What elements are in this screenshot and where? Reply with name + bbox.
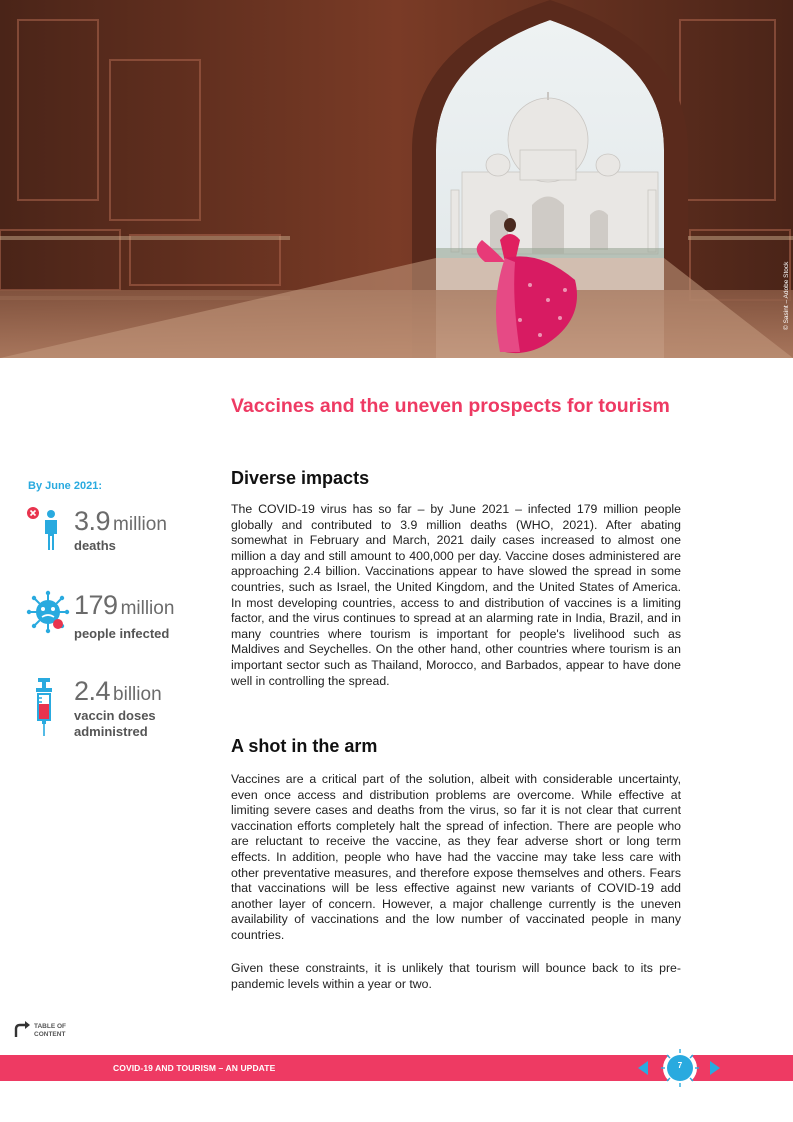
stat-infected-unit: million xyxy=(120,598,175,619)
toc-label-line2: CONTENT xyxy=(34,1031,66,1038)
stat-deaths-number: 3.9 xyxy=(74,506,111,536)
virus-icon xyxy=(26,590,72,636)
stat-infected-number: 179 xyxy=(74,590,118,620)
next-page-arrow-icon[interactable] xyxy=(709,1061,721,1075)
person-cross-icon xyxy=(26,506,66,552)
table-of-content-link[interactable] xyxy=(12,1021,82,1043)
photo-credit xyxy=(773,250,790,330)
paragraph-shot-in-arm-2: Given these constraints, it is unlikely that tourism will bounce back to its pre-pandemic levels within a year or two. xyxy=(231,961,681,991)
stat-infected xyxy=(26,590,211,645)
section-heading-shot-in-arm: A shot in the arm xyxy=(231,736,378,756)
stat-deaths xyxy=(26,506,211,556)
footer-title: COVID-19 AND TOURISM – AN UPDATE xyxy=(113,1063,276,1073)
previous-page-arrow-icon[interactable] xyxy=(637,1061,649,1075)
stat-vaccine-doses xyxy=(26,676,211,746)
section-heading-diverse-impacts: Diverse impacts xyxy=(231,468,370,488)
toc-label-line1: TABLE OF xyxy=(34,1023,67,1030)
syringe-icon xyxy=(26,676,66,738)
stat-infected-value xyxy=(74,590,174,621)
taj-mahal-arch-photo xyxy=(0,0,793,358)
hero-photo xyxy=(0,0,793,358)
photo-credit-text: © Sasint – Adobe Stock xyxy=(783,261,790,330)
stat-vaccine-number: 2.4 xyxy=(74,676,111,706)
return-arrow-icon xyxy=(12,1021,32,1039)
sidebar-date-label: By June 2021: xyxy=(28,480,102,492)
stat-deaths-value xyxy=(74,506,167,537)
stat-vaccine-unit: billion xyxy=(113,684,162,705)
page-number: 7 xyxy=(677,1061,683,1070)
paragraph-shot-in-arm-1: Vaccines are a critical part of the solution, albeit with considerable uncertainty, even once access and distribution problems are overcome. While effective at limiting severe cases and deaths from the virus, so far it is not clear that current vaccination efforts completely halt the spread of infection. There are people who are reluctant to receive the vaccine, as they fear adverse short or long term effects. In addition, people who have had the vaccine may take less care with other preventative measures, and therefore expose themselves and others. Fears that vaccinations will be less effective against new variants of COVID-19 add another layer of concern. However, a major challenge currently is the uneven availability of vaccinations and the low number of vaccinated people in many countries. xyxy=(231,772,681,942)
stat-vaccine-label: vaccin doses administred xyxy=(74,708,156,739)
stat-infected-label: people infected xyxy=(74,626,170,641)
stat-deaths-unit: million xyxy=(113,514,167,535)
paragraph-diverse-impacts: The COVID-19 virus has so far – by June 2021 – infected 179 million people globally and contributed to 3.9 million deaths (WHO, 2021). After abating somewhat in February and March, 2021 daily cases increased to almost one million a day and still amount to 400,000 per day. Vaccine doses administered are approaching 2.4 billion. Vaccinations appear to have slowed the spread in some countries, such as Israel, the United Kingdom, and the United States of America. In most developing countries, access to and distribution of vaccines is a limiting factor, and the virus continues to spread at an alarming rate in India, Brazil, and in many countries where tourism is important for people's livelihood such as Maldives and Seychelles. On the other hand, other countries where tourism is an important sector such as Thailand, Morocco, and Barbados, appear to have done well in controlling the spread. xyxy=(231,502,681,688)
toc-label xyxy=(34,1023,66,1039)
page-title: Vaccines and the uneven prospects for tourism xyxy=(231,395,670,417)
stat-deaths-label: deaths xyxy=(74,538,116,553)
stat-vaccine-value xyxy=(74,676,162,707)
